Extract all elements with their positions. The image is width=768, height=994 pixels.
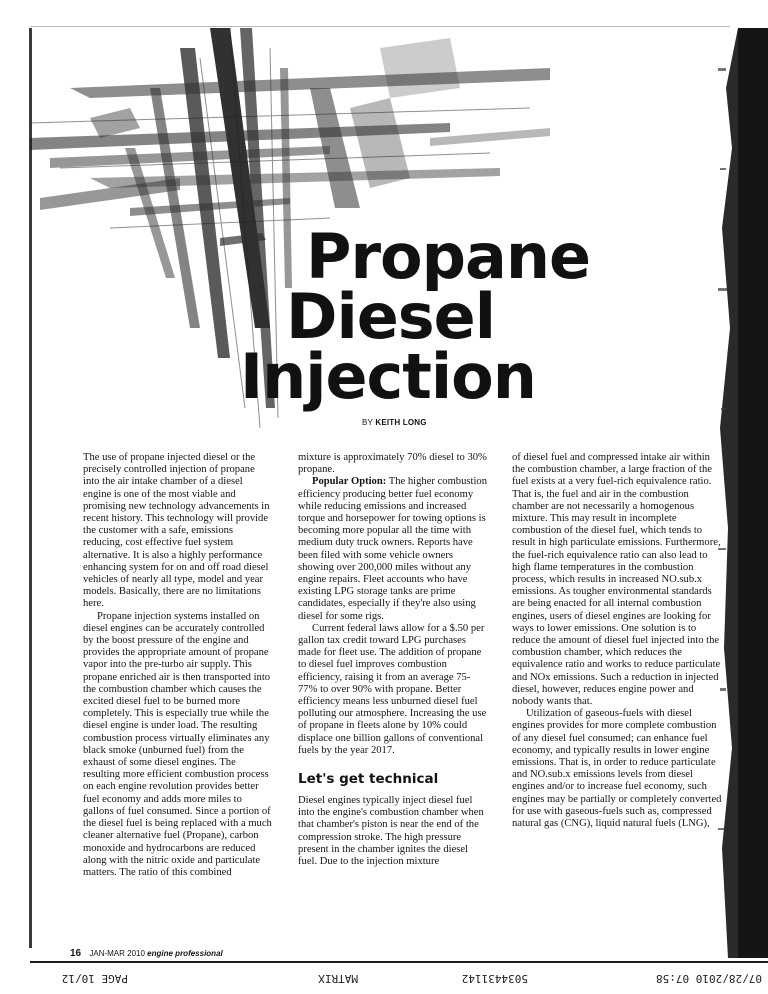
column-1 bbox=[83, 452, 273, 879]
issue-date: JAN-MAR 2010 bbox=[89, 949, 145, 958]
scan-top-edge bbox=[30, 26, 730, 27]
paragraph-text: The higher combustion efficiency producing better fuel economy while reducing emissions and increased torque and horsepower for towing options is becoming more popular all the time with medium duty truck owners. Reports have been filed with some vehicle owners showing over 200,000 miles without any engine repairs. Fleet accounts who have existing LPG storage tanks are prime candidates, especially if they're also using diesel for some rigs. bbox=[298, 476, 488, 622]
column-2 bbox=[298, 452, 488, 868]
paragraph: The use of propane injected diesel or the precisely controlled injection of propane into the air intake chamber of a diesel engine is one of the most viable and promising new technology advancements in recent history. This technology will provide the customer with a safe, emissions reducing, cost effective fuel system alternative. It is also a highly performance enhancing system for on and off road diesel vehicles of nearly all type, model and year models. Basically, there are no limitations here. bbox=[83, 452, 270, 610]
article-title bbox=[240, 220, 591, 413]
byline bbox=[362, 418, 427, 427]
fax-phone: 5034431142 bbox=[461, 972, 528, 985]
author-name: KEITH LONG bbox=[375, 418, 427, 427]
title-line-2: Diesel bbox=[286, 280, 495, 353]
paragraph: Utilization of gaseous-fuels with diesel engines provides for more complete combustion of any diesel fuel consumed; can enhance fuel economy, and typically results in lower engine emissions. That is, in order to reduce particulate and NO.sub.x emissions levels from diesel engines and/or to increase fuel economy, such engines may be partially or completely converted for use with gaseous-fuels such as, compressed natural gas (CNG), liquid natural fuels (LNG), bbox=[512, 708, 722, 830]
fax-datetime: 07/28/2010 07:58 bbox=[656, 972, 762, 985]
fax-page-count: PAGE 10/12 bbox=[61, 972, 128, 985]
paragraph bbox=[298, 476, 488, 622]
column-3 bbox=[512, 452, 722, 830]
paragraph: Propane injection systems installed on diesel engines can be accurately controlled by the boost pressure of the engine and provides the appropriate amount of propane vapor into the pre-turbo air supply. This propane enriched air is then transported into the combustion chamber which causes the excited diesel fuel to be burned more completely. This is especially true while the diesel engine is under load. The resulting combustion process virtually eliminates any black smoke (unburned fuel) from the exhaust of some diesel engines. The resulting more efficient combustion process on each engine revolution provides better fuel economy and adds more miles to gallons of fuel consumed. Since a portion of the diesel fuel is being replaced with a much cleaner alternative fuel (Propane), carbon monoxide and hydrocarbons are reduced along with the nitric oxide and particulate matters. The ratio of this combined bbox=[83, 610, 272, 878]
fax-header bbox=[0, 965, 768, 989]
magazine-name: engine professional bbox=[147, 949, 223, 958]
fax-divider bbox=[30, 961, 768, 963]
page-folio bbox=[70, 948, 223, 959]
page-number: 16 bbox=[70, 948, 82, 959]
section-heading: Let's get technical bbox=[298, 771, 439, 788]
run-in-heading: Popular Option: bbox=[312, 476, 387, 488]
fax-sender: MATRIX bbox=[318, 972, 358, 985]
byline-prefix: BY bbox=[362, 418, 373, 427]
paragraph: mixture is approximately 70% diesel to 30% propane. bbox=[298, 452, 487, 476]
paragraph: Current federal laws allow for a $.50 per gallon tax credit toward LPG purchases made for fleet use. The addition of propane to diesel fuel improves combustion efficiency, raising it from an average 75-77% to over 90% with propane. Better efficiency means less unburned diesel fuel polluting our atmosphere. Increasing the use of propane in fleets alone by 10% could displace one billion gallons of conventional fuels by the year 2017. bbox=[298, 622, 487, 756]
title-line-3: Injection bbox=[240, 340, 536, 413]
paragraph: Diesel engines typically inject diesel fuel into the engine's combustion chamber when that chamber's piston is near the end of the compression stroke. The high pressure present in the chamber ignites the diesel fuel. Due to the injection mixture bbox=[298, 795, 484, 868]
paragraph: of diesel fuel and compressed intake air within the combustion chamber, a large fraction of the fuel exists at a very fuel-rich equivalence ratio. That is, the fuel and air in the combustion chamber are not necessarily a homogenous mixture. This may result in incomplete combustion of the diesel fuel, which tends to result in high particulate emissions. Furthermore, the fuel-rich equivalence ratio can also lead to high flame temperatures in the combustion process, which results in increased NO.sub.x emissions. As tougher environmental standards are being enacted for all internal combustion engines, users of diesel engines are looking for ways to lower emissions. One solution is to reduce the amount of diesel fuel injected into the combustion chamber, which reduces the equivalence ratio and works to reduce particulate and NOx emissions. Such a reduction in injected diesel, however, reduces engine power and nobody wants that. bbox=[512, 452, 721, 708]
title-line-1: Propane bbox=[306, 220, 591, 293]
scan-right-edge bbox=[718, 28, 768, 958]
